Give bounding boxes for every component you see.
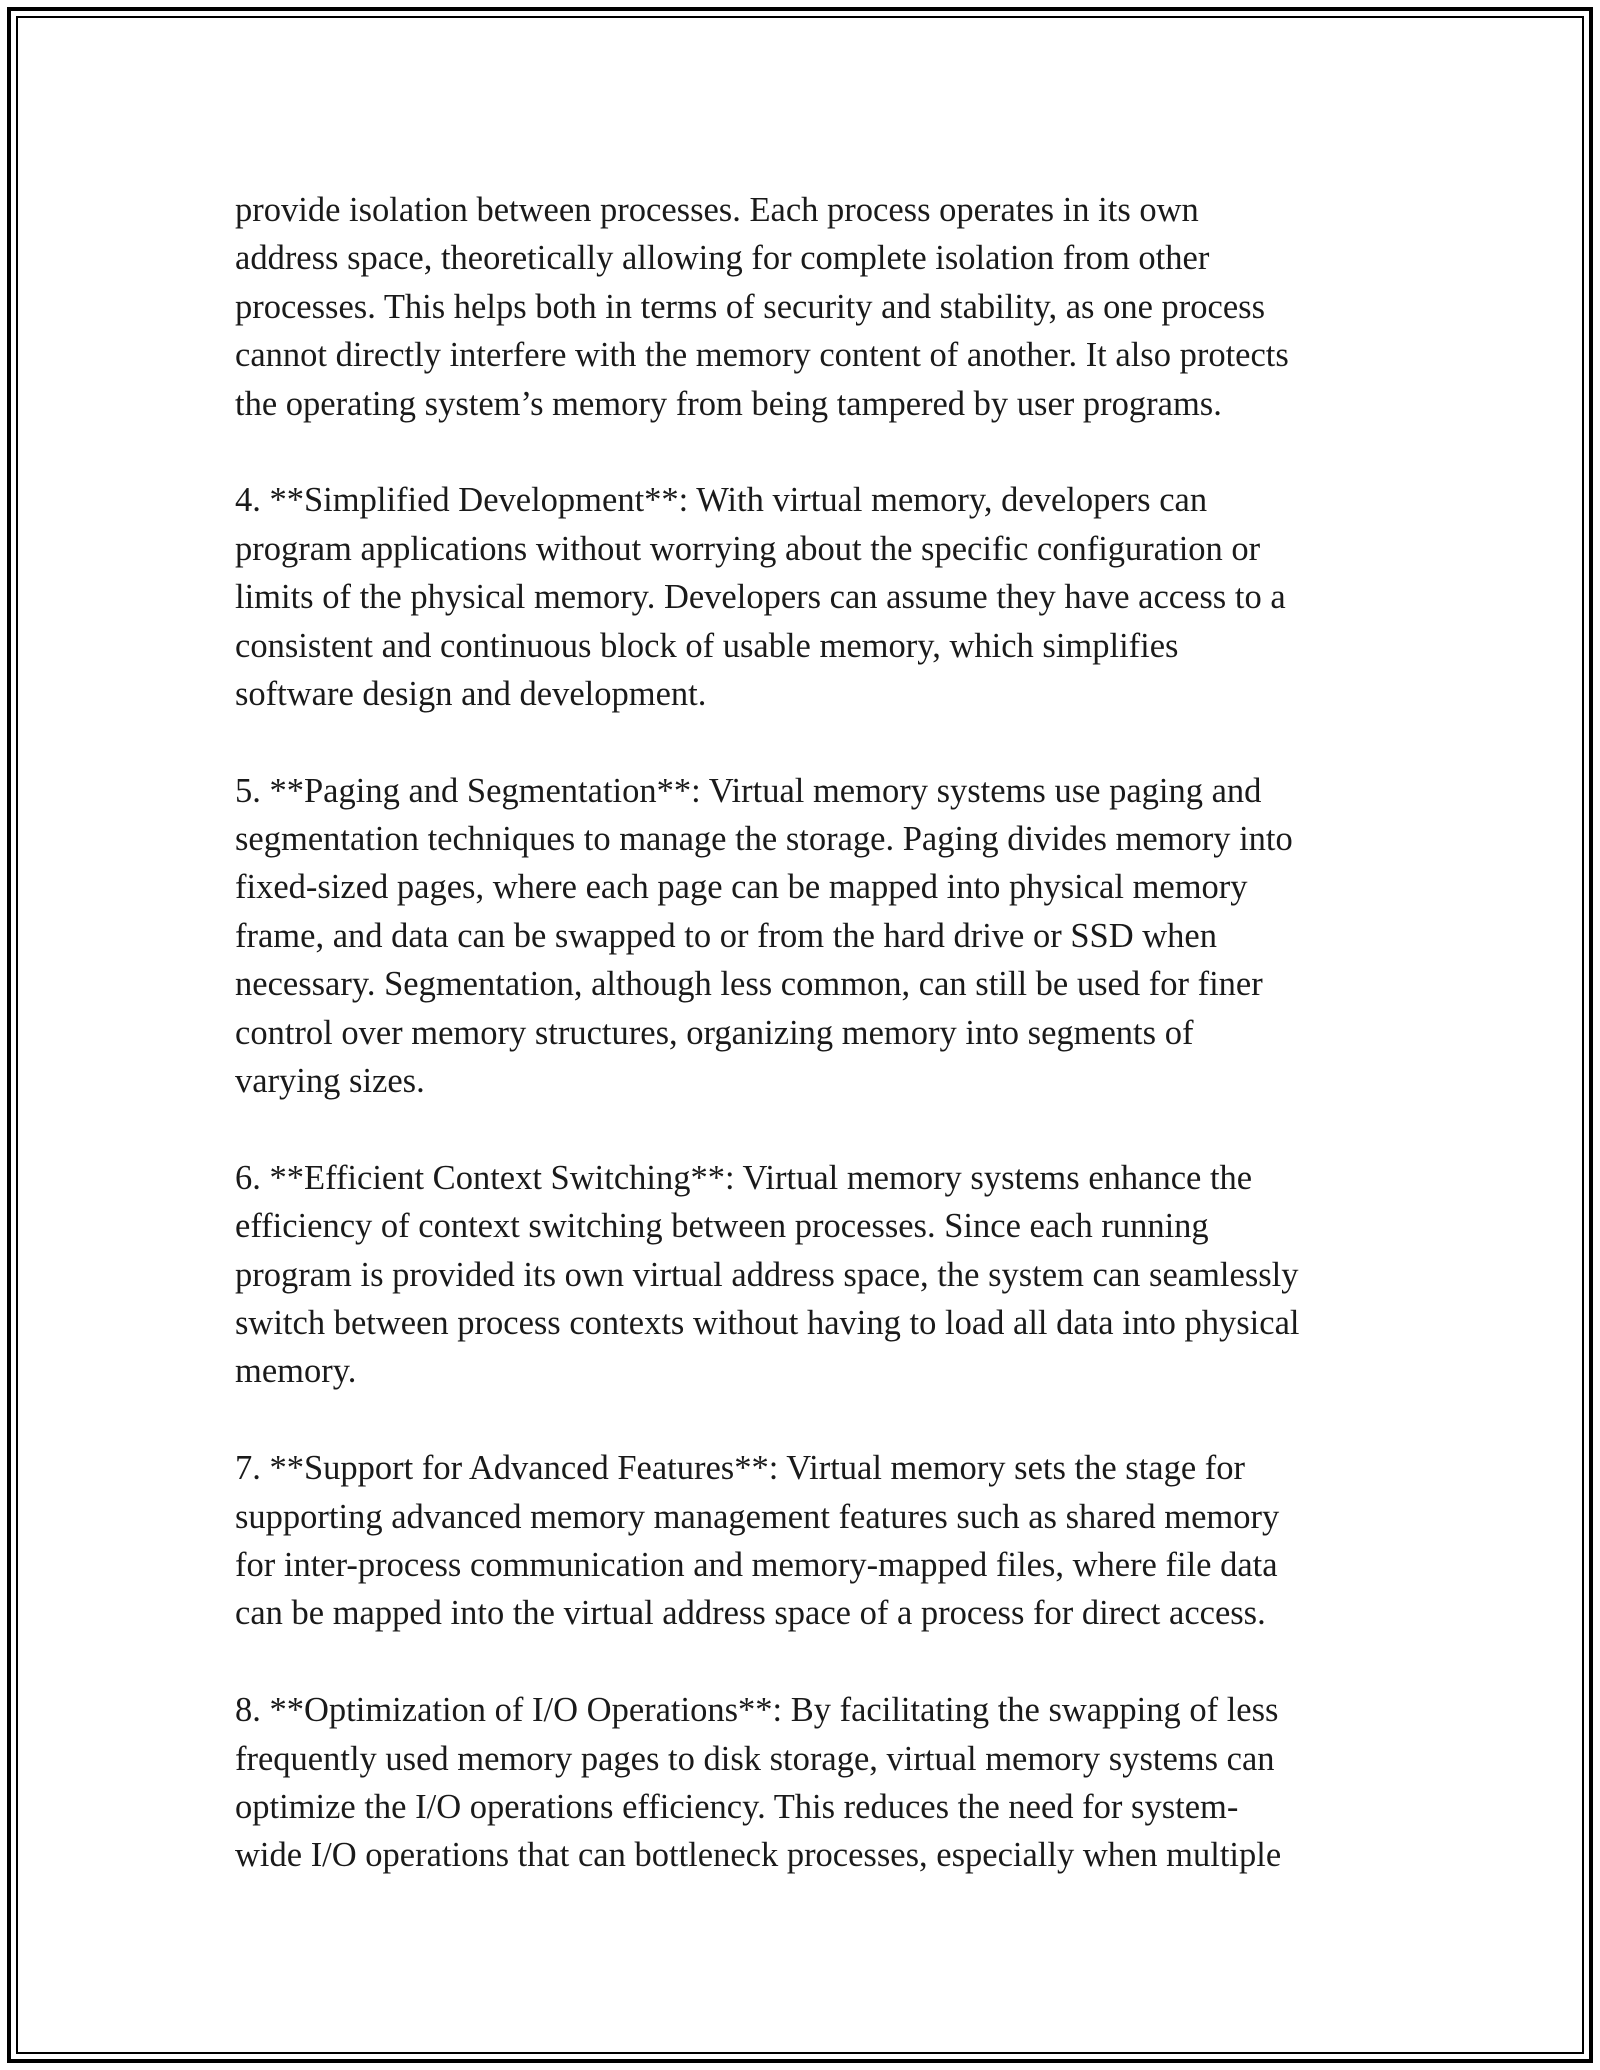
text-line: supporting advanced memory management features such as shared memory — [235, 1497, 1280, 1536]
text-line: varying sizes. — [235, 1062, 425, 1101]
text-line: limits of the physical memory. Developers can assume they have access to a — [235, 578, 1286, 617]
text-line: software design and development. — [235, 674, 707, 713]
text-line: segmentation techniques to manage the storage. Paging divides memory into — [235, 820, 1293, 859]
text-line: fixed-sized pages, where each page can be mapped into physical memory — [235, 868, 1248, 907]
text-line: 5. **Paging and Segmentation**: Virtual memory systems use paging and — [235, 771, 1262, 810]
text-line: 8. **Optimization of I/O Operations**: By facilitating the swapping of less — [235, 1691, 1279, 1730]
paragraph-advanced-features — [235, 1444, 1385, 1638]
text-line: the operating system’s memory from being tampered by user programs. — [235, 384, 1222, 423]
text-line: optimize the I/O operations efficiency. This reduces the need for system- — [235, 1787, 1239, 1826]
text-line: frame, and data can be swapped to or from the hard drive or SSD when — [235, 916, 1217, 955]
paragraph-simplified-development — [235, 476, 1385, 718]
text-line: program is provided its own virtual address space, the system can seamlessly — [235, 1255, 1299, 1294]
text-line: 6. **Efficient Context Switching**: Virtual memory systems enhance the — [235, 1158, 1253, 1197]
text-line: wide I/O operations that can bottleneck processes, especially when multiple — [235, 1836, 1282, 1875]
paragraph-paging-segmentation — [235, 767, 1385, 1106]
text-line: necessary. Segmentation, although less common, can still be used for finer — [235, 965, 1263, 1004]
document-body — [235, 186, 1385, 1928]
text-line: switch between process contexts without having to load all data into physical — [235, 1303, 1300, 1342]
text-line: address space, theoretically allowing for complete isolation from other — [235, 239, 1210, 278]
text-line: program applications without worrying about the specific configuration or — [235, 529, 1261, 568]
text-line: processes. This helps both in terms of security and stability, as one process — [235, 287, 1266, 326]
text-line: 7. **Support for Advanced Features**: Virtual memory sets the stage for — [235, 1449, 1246, 1488]
text-line: frequently used memory pages to disk storage, virtual memory systems can — [235, 1739, 1275, 1778]
text-line: can be mapped into the virtual address space of a process for direct access. — [235, 1594, 1266, 1633]
text-line: consistent and continuous block of usable memory, which simplifies — [235, 626, 1179, 665]
text-line: cannot directly interfere with the memory content of another. It also protects — [235, 336, 1289, 375]
text-line: for inter-process communication and memory-mapped files, where file data — [235, 1545, 1278, 1584]
text-line: control over memory structures, organizing memory into segments of — [235, 1013, 1194, 1052]
text-line: efficiency of context switching between processes. Since each running — [235, 1207, 1209, 1246]
paragraph-io-optimization — [235, 1686, 1385, 1880]
text-line: memory. — [235, 1352, 357, 1391]
paragraph-isolation — [235, 186, 1385, 428]
text-line: provide isolation between processes. Each process operates in its own — [235, 191, 1199, 229]
paragraph-context-switching — [235, 1154, 1385, 1396]
text-line: 4. **Simplified Development**: With virtual memory, developers can — [235, 481, 1208, 520]
